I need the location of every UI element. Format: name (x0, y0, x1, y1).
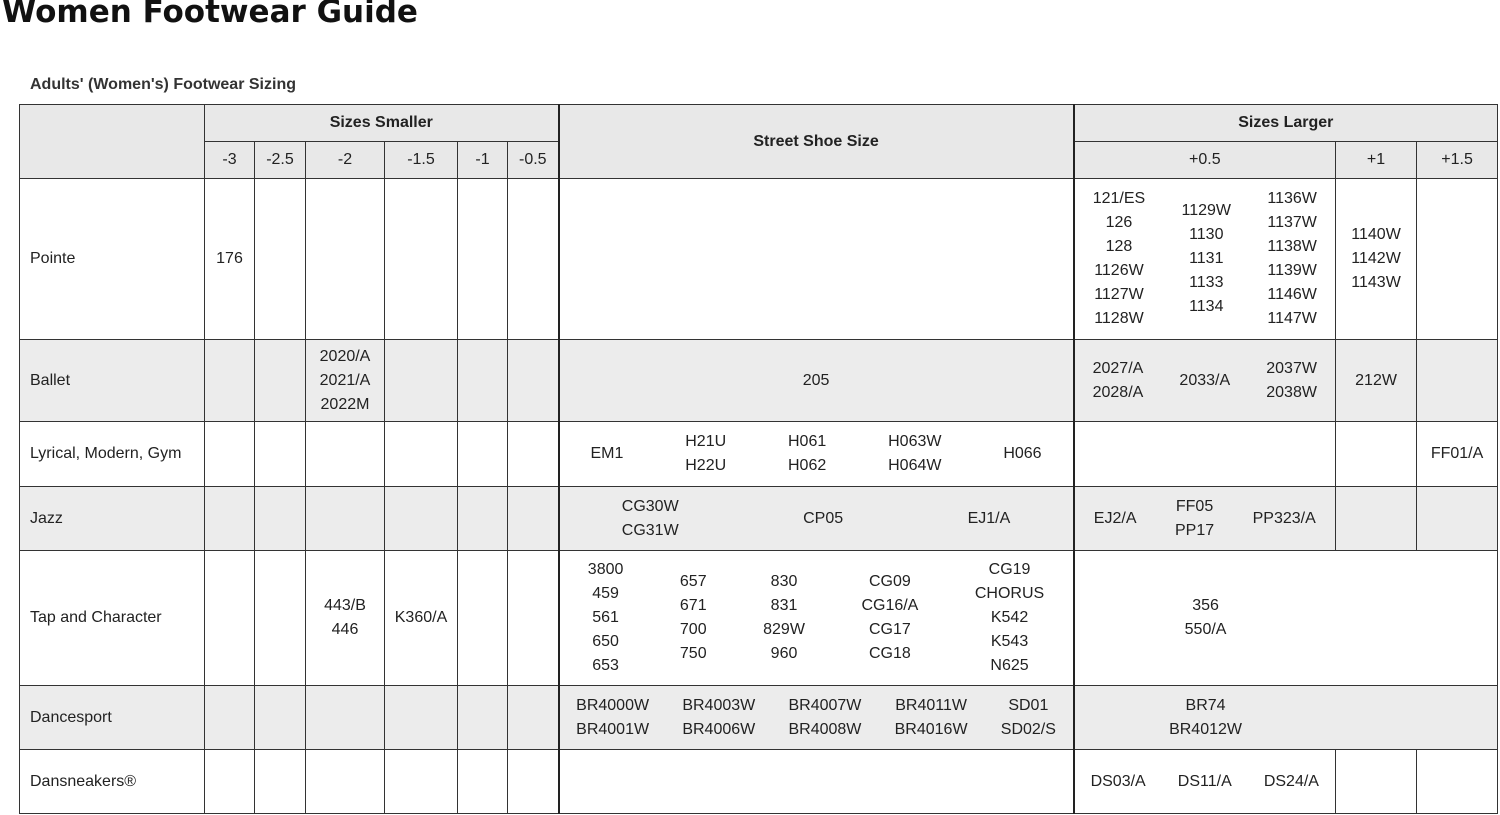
model-number: BR4016W (894, 720, 968, 738)
model-group (788, 430, 826, 478)
model-group (1094, 507, 1137, 531)
model-number: 3800 (587, 561, 624, 578)
model-number: PP323/A (1252, 509, 1316, 527)
model-number: CG16/A (861, 597, 919, 614)
model-number: 650 (592, 633, 619, 650)
model-number: BR4011W (895, 696, 967, 714)
size-cell (458, 551, 508, 686)
model-number: PP17 (1174, 521, 1215, 539)
model-group (1091, 770, 1146, 794)
model-group (1182, 199, 1232, 319)
model-number: H22U (685, 457, 727, 474)
model-number: CG19 (988, 561, 1031, 578)
size-cell (458, 422, 508, 487)
model-number: BR4008W (788, 720, 862, 738)
model-number: EJ2/A (1093, 509, 1137, 527)
model-number: 2028/A (1092, 383, 1144, 401)
size-cell (205, 686, 255, 750)
model-number: 1147W (1267, 310, 1317, 327)
size-cell (458, 750, 508, 814)
model-number: 1131 (1189, 250, 1224, 267)
model-number: N625 (990, 657, 1029, 674)
size-cell (458, 686, 508, 750)
model-number: 829W (763, 621, 805, 638)
model-number: H066 (1003, 445, 1042, 462)
size-cell (1074, 179, 1336, 340)
model-number: 657 (679, 573, 707, 590)
model-number: 1126W (1094, 262, 1144, 279)
size-cell (255, 686, 306, 750)
footwear-sizing-table (19, 104, 1498, 814)
model-group (1264, 770, 1319, 794)
model-number: FF05 (1175, 497, 1214, 515)
size-cell (508, 422, 559, 487)
table-row-tap-and-character (20, 551, 1498, 686)
size-cell (508, 551, 559, 686)
size-cell (508, 179, 559, 340)
model-group (1266, 357, 1317, 405)
row-label: Jazz (20, 487, 205, 551)
table-row-ballet (20, 340, 1498, 422)
model-number: 2038W (1266, 383, 1317, 401)
size-cell (508, 686, 559, 750)
size-cell (458, 340, 508, 422)
model-group (576, 694, 649, 742)
model-group (763, 570, 805, 666)
model-group (968, 507, 1011, 531)
header-street-shoe-size: Street Shoe Size (559, 105, 1074, 179)
model-number: 446 (331, 621, 359, 638)
model-number: 1134 (1189, 298, 1224, 315)
size-cell: FF01/A (1417, 422, 1498, 487)
size-cell (205, 422, 255, 487)
size-cell (1336, 179, 1417, 340)
size-cell (1074, 340, 1336, 422)
size-cell (1336, 422, 1417, 487)
size-cell (255, 179, 306, 340)
model-number: 1142W (1351, 250, 1401, 267)
size-cell (255, 487, 306, 551)
street-size-cell: 205 (559, 340, 1074, 422)
model-group (1175, 495, 1214, 543)
model-number: 2027/A (1092, 359, 1144, 377)
size-cell: 212W (1336, 340, 1417, 422)
size-cell (1336, 487, 1417, 551)
model-number: 550/A (1184, 621, 1227, 638)
size-cell (385, 750, 458, 814)
table-row-jazz (20, 487, 1498, 551)
header-col-plus-0-5: +0.5 (1074, 142, 1336, 179)
header-col-minus-3: -3 (205, 142, 255, 179)
size-cell (205, 750, 255, 814)
model-number: 960 (770, 645, 798, 662)
model-number: H062 (788, 457, 827, 474)
model-number: 2033/A (1179, 371, 1231, 389)
table-row-dansneakers (20, 750, 1498, 814)
model-group (685, 430, 726, 478)
model-number: CHORUS (974, 585, 1045, 602)
model-number: 2020/A (319, 347, 371, 365)
model-number: BR4006W (682, 720, 756, 738)
model-number: BR4012W (1169, 720, 1242, 738)
row-label: Lyrical, Modern, Gym (20, 422, 205, 487)
model-number: 561 (592, 609, 619, 626)
model-group (306, 594, 384, 642)
model-group (590, 442, 623, 466)
model-number: K542 (990, 609, 1029, 626)
model-number: SD02/S (1000, 720, 1056, 738)
model-number: 1129W (1181, 202, 1232, 219)
header-col-plus-1-5: +1.5 (1417, 142, 1498, 179)
model-number: 1140W (1351, 226, 1401, 243)
header-col-minus-2-5: -2.5 (255, 142, 306, 179)
table-caption: Adults' (Women's) Footwear Sizing (30, 76, 296, 93)
size-cell: K360/A (385, 551, 458, 686)
model-number: 1136W (1267, 190, 1317, 207)
model-group (1179, 369, 1230, 393)
model-number: 2022M (320, 395, 370, 413)
model-group (1093, 357, 1144, 405)
model-number: H064W (888, 457, 942, 474)
model-group (1253, 507, 1316, 531)
size-cell (385, 487, 458, 551)
model-group (622, 495, 679, 543)
size-cell (205, 340, 255, 422)
larger-size-cell (1074, 686, 1498, 750)
model-number: SD01 (1008, 696, 1049, 714)
model-number: CG09 (869, 573, 911, 590)
model-number: 459 (592, 585, 619, 602)
model-number: 750 (679, 645, 707, 662)
header-col-minus-1: -1 (458, 142, 508, 179)
model-group (1003, 442, 1041, 466)
size-cell (306, 179, 385, 340)
page-title: Women Footwear Guide (2, 0, 418, 30)
model-number: 830 (770, 573, 798, 590)
size-cell (205, 551, 255, 686)
row-label: Tap and Character (20, 551, 205, 686)
size-cell (458, 487, 508, 551)
model-number: CG18 (869, 645, 911, 662)
model-group (861, 570, 918, 666)
model-number: K543 (990, 633, 1029, 650)
model-number: 128 (1105, 238, 1133, 255)
header-col-minus-1-5: -1.5 (385, 142, 458, 179)
size-cell (1074, 422, 1336, 487)
model-number: 1130 (1189, 226, 1224, 243)
model-number: 1139W (1267, 262, 1317, 279)
model-number: 356 (1192, 597, 1219, 614)
model-number: EJ1/A (967, 509, 1011, 527)
model-number: 1138W (1267, 238, 1317, 255)
model-number: BR4003W (682, 696, 756, 714)
table-row-pointe (20, 179, 1498, 340)
header-col-minus-2: -2 (306, 142, 385, 179)
size-cell (385, 340, 458, 422)
model-number: CG31W (621, 521, 679, 539)
street-size-cell (559, 422, 1074, 487)
model-number: BR4001W (576, 720, 650, 738)
model-group (975, 558, 1044, 678)
size-cell (458, 179, 508, 340)
size-cell (508, 340, 559, 422)
size-cell (385, 422, 458, 487)
row-label: Dancesport (20, 686, 205, 750)
size-cell (1417, 179, 1498, 340)
model-number: DS03/A (1090, 772, 1146, 790)
street-size-cell (559, 179, 1074, 340)
size-cell (306, 686, 385, 750)
model-number: 443/B (324, 597, 366, 614)
model-number: CP05 (803, 509, 844, 527)
model-number: 1133 (1189, 274, 1224, 291)
size-cell (205, 487, 255, 551)
model-group (1075, 594, 1337, 642)
header-sizes-smaller: Sizes Smaller (205, 105, 559, 142)
model-group (788, 694, 861, 742)
header-col-minus-0-5: -0.5 (508, 142, 559, 179)
model-group (1075, 694, 1337, 742)
size-cell (255, 551, 306, 686)
model-group (1336, 223, 1416, 295)
model-number: 126 (1105, 214, 1133, 231)
size-cell (306, 422, 385, 487)
model-number: 2037W (1266, 359, 1317, 377)
model-number: 653 (592, 657, 619, 674)
model-group (1178, 770, 1232, 794)
size-cell (255, 340, 306, 422)
row-label: Ballet (20, 340, 205, 422)
model-group (803, 507, 843, 531)
size-cell (1417, 750, 1498, 814)
street-size-cell (559, 686, 1074, 750)
row-label: Pointe (20, 179, 205, 340)
model-number: 2021/A (319, 371, 371, 389)
model-group (1001, 694, 1056, 742)
size-cell (508, 487, 559, 551)
model-group (588, 558, 624, 678)
model-number: 700 (679, 621, 707, 638)
model-number: CG17 (869, 621, 911, 638)
row-label: Dansneakers® (20, 750, 205, 814)
size-cell (385, 686, 458, 750)
larger-size-cell (1074, 551, 1498, 686)
model-group (680, 570, 707, 666)
model-number: 831 (770, 597, 798, 614)
size-cell (306, 750, 385, 814)
size-cell (508, 750, 559, 814)
model-number: 121/ES (1092, 190, 1146, 207)
table-row-lyrical-modern-gym (20, 422, 1498, 487)
table-row-dancesport (20, 686, 1498, 750)
model-number: 1143W (1351, 274, 1401, 291)
model-group (306, 345, 384, 417)
model-number: DS24/A (1263, 772, 1319, 790)
size-cell (1336, 750, 1417, 814)
size-cell (255, 422, 306, 487)
model-number: 1127W (1094, 286, 1144, 303)
model-number: BR4000W (576, 696, 650, 714)
model-group (682, 694, 755, 742)
model-number: EM1 (590, 445, 624, 462)
header-col-plus-1: +1 (1336, 142, 1417, 179)
model-number: BR74 (1185, 696, 1226, 714)
size-cell (1074, 487, 1336, 551)
model-number: 1128W (1094, 310, 1144, 327)
street-size-cell (559, 487, 1074, 551)
model-number: DS11/A (1177, 772, 1232, 790)
size-cell (306, 551, 385, 686)
model-number: H21U (685, 433, 727, 450)
size-cell (1417, 487, 1498, 551)
model-number: H063W (888, 433, 942, 450)
model-number: 1146W (1267, 286, 1317, 303)
size-cell (385, 179, 458, 340)
model-number: H061 (788, 433, 827, 450)
model-group (888, 430, 941, 478)
model-number: BR4007W (788, 696, 862, 714)
size-cell (306, 340, 385, 422)
model-number: CG30W (621, 497, 679, 515)
model-group (895, 694, 968, 742)
header-sizes-larger: Sizes Larger (1074, 105, 1498, 142)
size-cell (1074, 750, 1336, 814)
street-size-cell (559, 750, 1074, 814)
model-number: 1137W (1267, 214, 1317, 231)
size-cell (255, 750, 306, 814)
model-number: 671 (679, 597, 707, 614)
size-cell: 176 (205, 179, 255, 340)
model-group (1267, 187, 1317, 331)
size-cell (306, 487, 385, 551)
model-group (1093, 187, 1145, 331)
size-cell (1417, 340, 1498, 422)
header-blank-cell (20, 105, 205, 179)
street-size-cell (559, 551, 1074, 686)
